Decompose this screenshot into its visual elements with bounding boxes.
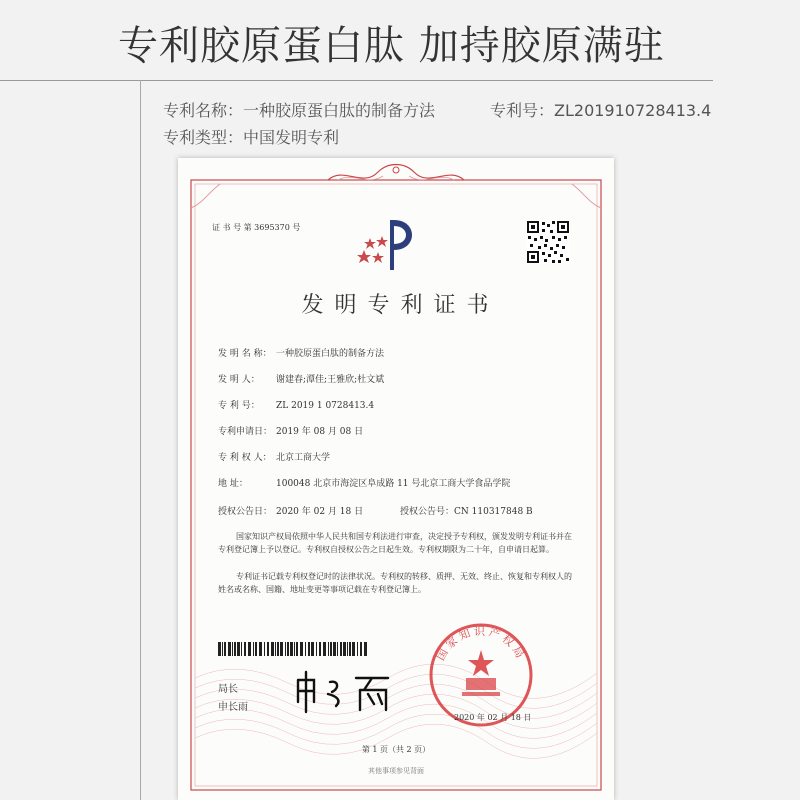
- seal-text: 国家知识产权局: [434, 625, 528, 663]
- certificate-title: 发 明 专 利 证 书: [301, 293, 491, 318]
- patent-number-line: [490, 98, 711, 121]
- field-address: 地 址： 100048 北京市海淀区阜成路 11 号北京工商大学食品学院: [218, 479, 511, 489]
- patent-type-line: [163, 125, 339, 148]
- vertical-divider: [140, 80, 141, 800]
- header-divider: [0, 80, 713, 81]
- patent-number-label: 专利号：: [490, 101, 555, 120]
- field-invention-name: 发 明 名 称： 一种胶原蛋白肽的制备方法: [218, 349, 385, 359]
- barcode: [218, 642, 368, 656]
- patent-name-line: [163, 98, 435, 121]
- patent-type-value: 中国发明专利: [243, 128, 340, 147]
- director-title: 局长: [218, 684, 238, 695]
- patent-number-value: ZL201910728413.4: [554, 101, 712, 120]
- field-inventors: 发 明 人： 谢建春;潭佳;王雅欣;杜文斌: [218, 375, 385, 385]
- certificate-footer: 其他事项参见背面: [368, 767, 424, 775]
- field-patentee: 专 利 权 人： 北京工商大学: [218, 453, 331, 463]
- field-announcement-number: 授权公告号：CN 110317848 B: [400, 507, 533, 517]
- patent-certificate: [178, 158, 614, 800]
- page-info: 第 1 页（共 2 页）: [361, 745, 431, 754]
- seal-date: 2020 年 02 月 18 日: [454, 713, 532, 722]
- certificate-number: 证 书 号 第 3695370 号: [212, 223, 301, 232]
- patent-name-label: 专利名称：: [163, 101, 244, 120]
- director-name: 申长雨: [218, 702, 248, 713]
- page-headline: 专利胶原蛋白肽 加持胶原满驻: [118, 23, 665, 69]
- certificate-paragraph-1: 国家知识产权局依照中华人民共和国专利法进行审查，决定授予专利权，颁发发明专利证书并在专利登记簿上予以登记。专利权自授权公告之日起生效。专利权期限为二十年，自申请日起算。: [218, 532, 572, 554]
- qr-code: [526, 220, 570, 264]
- cnipa-logo: [356, 216, 426, 276]
- patent-name-value: 一种胶原蛋白肽的制备方法: [243, 101, 436, 120]
- field-application-date: 专利申请日： 2019 年 08 月 08 日: [218, 427, 364, 437]
- director-signature: [290, 666, 400, 716]
- field-grant-date: 授权公告日： 2020 年 02 月 18 日: [218, 507, 364, 517]
- field-patent-number: 专 利 号： ZL 2019 1 0728413.4: [218, 401, 375, 411]
- certificate-paragraph-2: 专利证书记载专利权登记时的法律状况。专利权的转移、质押、无效、终止、恢复和专利权人的姓名或名称、国籍、地址变更等事项记载在专利登记簿上。: [218, 572, 572, 594]
- patent-type-label: 专利类型：: [163, 128, 244, 147]
